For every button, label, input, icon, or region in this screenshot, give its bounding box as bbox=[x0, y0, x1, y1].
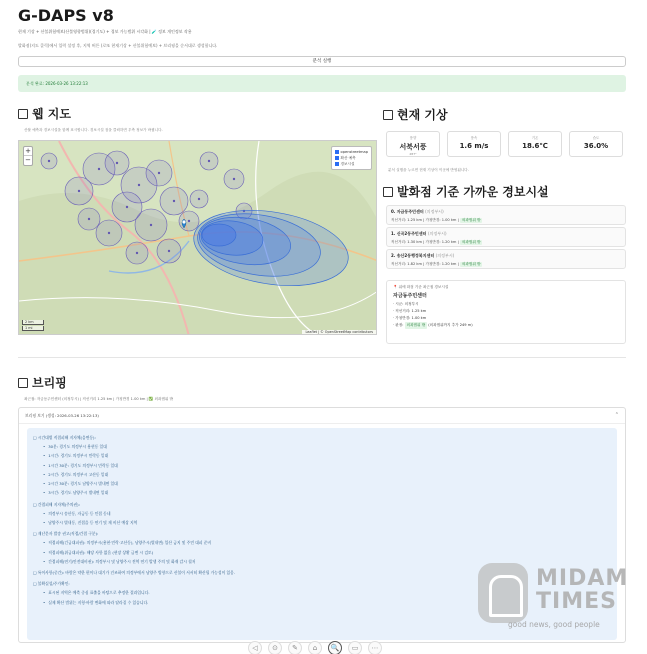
status-success-banner: 분석 완료: 2026-03-26 13:22:13 bbox=[18, 75, 626, 92]
search-icon[interactable]: 🔍 bbox=[328, 641, 342, 654]
watermark-logo-icon bbox=[478, 563, 528, 623]
facility-point[interactable] bbox=[116, 162, 118, 164]
web-map[interactable] bbox=[18, 140, 377, 335]
facility-point[interactable] bbox=[198, 198, 200, 200]
facility-point[interactable] bbox=[108, 232, 110, 234]
watermark-name: MIDAM TIMES bbox=[536, 566, 629, 614]
detail-row: · 시군: 의정부시 bbox=[393, 302, 419, 306]
map-scale: 2 km 1 mi bbox=[22, 319, 44, 331]
briefing-heading: 브리핑 bbox=[18, 374, 67, 391]
briefing-section-heading: □ 시간대별 직접피해 지자체(읍면동): bbox=[33, 435, 96, 440]
map-attribution[interactable]: Leaflet | © OpenStreetMap contributors bbox=[302, 330, 376, 334]
more-icon[interactable]: ⋯ bbox=[368, 641, 382, 654]
section-divider bbox=[18, 357, 626, 358]
metric-temperature: 기온 18.6℃ bbox=[508, 131, 562, 157]
pen-icon[interactable]: ✎ bbox=[288, 641, 302, 654]
facility-point[interactable] bbox=[168, 250, 170, 252]
briefing-list-item: • 30분: 경기도 의정부시 용현동 일대 bbox=[33, 442, 611, 451]
facilities-heading: 발화점 기준 가까운 경보시설 bbox=[383, 183, 549, 200]
detail-row: · 직선거리: 1.25 km bbox=[393, 309, 427, 313]
metric-wind-speed: 풍속 1.6 m/s bbox=[447, 131, 501, 157]
app-subtitle: 현재 기상 + 산불위험예보(산불영향범위)(경기도) + 경보 가능범위 시각화 | 🧪 정보 개인정보 작용 bbox=[18, 29, 192, 34]
detail-status-row: · 판정: 외곽범위 밖 (외곽범위까지 추가 249 m) bbox=[393, 323, 473, 327]
zoom-out-button[interactable]: − bbox=[25, 156, 31, 164]
metric-wind-direction: 풍향 서북서풍 287° bbox=[386, 131, 440, 157]
facility-point[interactable] bbox=[98, 168, 100, 170]
facility-point[interactable] bbox=[88, 218, 90, 220]
viewer-toolbar bbox=[248, 635, 388, 653]
briefing-list-item: • 실제 확산 범위는 지형·바람 변화에 따라 달라질 수 있습니다. bbox=[33, 598, 611, 607]
checkbox-icon bbox=[383, 110, 393, 120]
briefing-list-item: • 직접피해(위급대피권): 해당 사항 없음 (현장 상황 급변 시 검토) bbox=[33, 548, 611, 557]
zoom-control bbox=[23, 146, 33, 166]
facility-point[interactable] bbox=[150, 224, 152, 226]
checkbox-icon bbox=[383, 187, 393, 197]
back-icon[interactable]: ◁ bbox=[248, 641, 262, 654]
briefing-section-heading: □ 특이사항(중간): 바람은 약한 편이나 대기가 건조하여 의정부에서 남양주 방향으로 산불이 서서히 확산될 가능성이 있음. bbox=[33, 570, 235, 576]
briefing-list-item: • 간접피해(연기/안전대비권): 의정부시 및 남양주시 전역 연기 발생 주의 및 화재 감시 철저 bbox=[33, 557, 611, 566]
zoom-in-button[interactable]: + bbox=[25, 147, 31, 155]
status-badge: 외곽범위 밖 bbox=[461, 240, 481, 244]
briefing-section-heading: □ 간접피해 지자체(주의권): bbox=[33, 501, 80, 507]
layer-item[interactable]: 확산 예측 bbox=[335, 155, 368, 161]
layer-control[interactable] bbox=[331, 146, 372, 170]
briefing-list-item: • 2시간: 경기도 의정부시 고산동 일대 bbox=[33, 470, 611, 479]
chevron-up-icon[interactable]: ⌃ bbox=[614, 412, 619, 418]
detail-row: · 가청반경: 1.00 km bbox=[393, 316, 427, 320]
facility-point[interactable] bbox=[173, 200, 175, 202]
detail-header: 📍 위에 화점 기준 최근접 경보시설 bbox=[393, 285, 449, 289]
facility-point[interactable] bbox=[78, 190, 80, 192]
nearest-facility-detail bbox=[386, 280, 626, 344]
briefing-list-item: • 2시간 30분: 경기도 남양주시 별내면 일대 bbox=[33, 479, 611, 488]
watermark bbox=[478, 563, 628, 633]
status-badge: 외곽범위 밖 bbox=[406, 323, 426, 327]
briefing-list-item: • 남양주시 별내동, 진접읍 등 연기 및 재 비산 예상 지역 bbox=[33, 518, 611, 527]
facility-point[interactable] bbox=[138, 184, 140, 186]
target-icon[interactable]: ⊙ bbox=[268, 641, 282, 654]
briefing-list-item: • 1시간: 경기도 의정부시 민락동 일대 bbox=[33, 451, 611, 460]
app-instructions: 발화점(지도 클릭)에서 입력 설정 후, 지역 버튼 (로또 현재기상 + 산불위험예보) + 브리핑을 순서대로 생성합니다. bbox=[18, 43, 218, 48]
briefing-expander-header[interactable]: 브리핑 보기 (생성: 2026-03-26 13:22:13) ⌃ bbox=[19, 408, 625, 424]
map-heading: 웹 지도 bbox=[18, 105, 71, 122]
facility-point[interactable] bbox=[158, 172, 160, 174]
facility-card[interactable]: 1. 신곡2동주민센터 (의정부시) 직선거리: 1.30 km | 가청반경: 1.20 km | 외곽범위 밖 bbox=[386, 227, 626, 247]
detail-facility-name: 자금동주민센터 bbox=[393, 293, 427, 299]
home-icon[interactable]: ⌂ bbox=[308, 641, 322, 654]
radio-icon bbox=[335, 150, 339, 154]
checkbox-icon bbox=[335, 162, 339, 166]
run-analysis-button[interactable]: 분석 실행 bbox=[18, 56, 626, 67]
briefing-section-heading: □ 재난문자 발송 권고(직접/간접 구분): bbox=[33, 531, 99, 537]
map-canvas[interactable] bbox=[19, 141, 377, 335]
watermark-slogan: good news, good people bbox=[508, 620, 600, 629]
briefing-list-item: • 직접피해(긴급대피권): 의정부시(용현·민락·고산동), 남양주시(별내면) 입산 금지 및 주민 대피 준비 bbox=[33, 538, 611, 547]
facility-card[interactable]: 0. 자금동주민센터 (의정부시) 직선거리: 1.25 km | 가청반경: 1.00 km | 외곽범위 밖 bbox=[386, 205, 626, 225]
layer-item[interactable]: 경보시설 bbox=[335, 161, 368, 167]
checkbox-icon bbox=[18, 109, 28, 119]
map-caption: 산불 예측과 경보시설을 함께 표시합니다. 경보시설 점을 클릭하면 우측 정보가 바뀝니다. bbox=[24, 128, 163, 132]
metric-humidity: 습도 36.0% bbox=[569, 131, 623, 157]
window-icon[interactable]: ▭ bbox=[348, 641, 362, 654]
facility-point[interactable] bbox=[48, 160, 50, 162]
briefing-list-item: • 1시간 30분: 경기도 의정부시 민락동 일대 bbox=[33, 461, 611, 470]
checkbox-icon bbox=[18, 378, 28, 388]
spread-ellipse-30m bbox=[202, 224, 236, 246]
facility-point[interactable] bbox=[136, 252, 138, 254]
briefing-section-heading: □ 불확실성/주가확인: bbox=[33, 581, 70, 587]
briefing-list-item: • 표시된 지역은 예측 중심 표출을 바탕으로 추정한 결과입니다. bbox=[33, 588, 611, 597]
checkbox-icon bbox=[335, 156, 339, 160]
weather-heading: 현재 기상 bbox=[383, 106, 448, 123]
weather-caption: 분석 실행을 누르면 현재 기상이 이곳에 반영됩니다. bbox=[388, 168, 469, 172]
facility-point[interactable] bbox=[208, 160, 210, 162]
briefing-caption: 최근접: 자금동주민센터 (의정부시) | 직선거리 1.25 km | 가청반경 1.00 km | ✅ 외곽범위 밖 bbox=[24, 397, 174, 401]
facility-point[interactable] bbox=[233, 178, 235, 180]
briefing-list-item: • 의정부시 송산동, 자금동 등 인접 동네 bbox=[33, 509, 611, 518]
facility-point[interactable] bbox=[188, 220, 190, 222]
facility-card[interactable]: 2. 송산2동행정복지센터 (의정부시) 직선거리: 1.82 km | 가청반경: 1.20 km | 외곽범위 밖 bbox=[386, 249, 626, 269]
app-title: G-DAPS v8 bbox=[18, 6, 114, 25]
status-badge: 외곽범위 밖 bbox=[461, 218, 481, 222]
briefing-list-item: • 3시간: 경기도 남양주시 별내면 일대 bbox=[33, 488, 611, 497]
layer-item[interactable]: openstreetmap bbox=[335, 149, 368, 155]
facility-point[interactable] bbox=[126, 206, 128, 208]
status-badge: 외곽범위 밖 bbox=[461, 262, 481, 266]
